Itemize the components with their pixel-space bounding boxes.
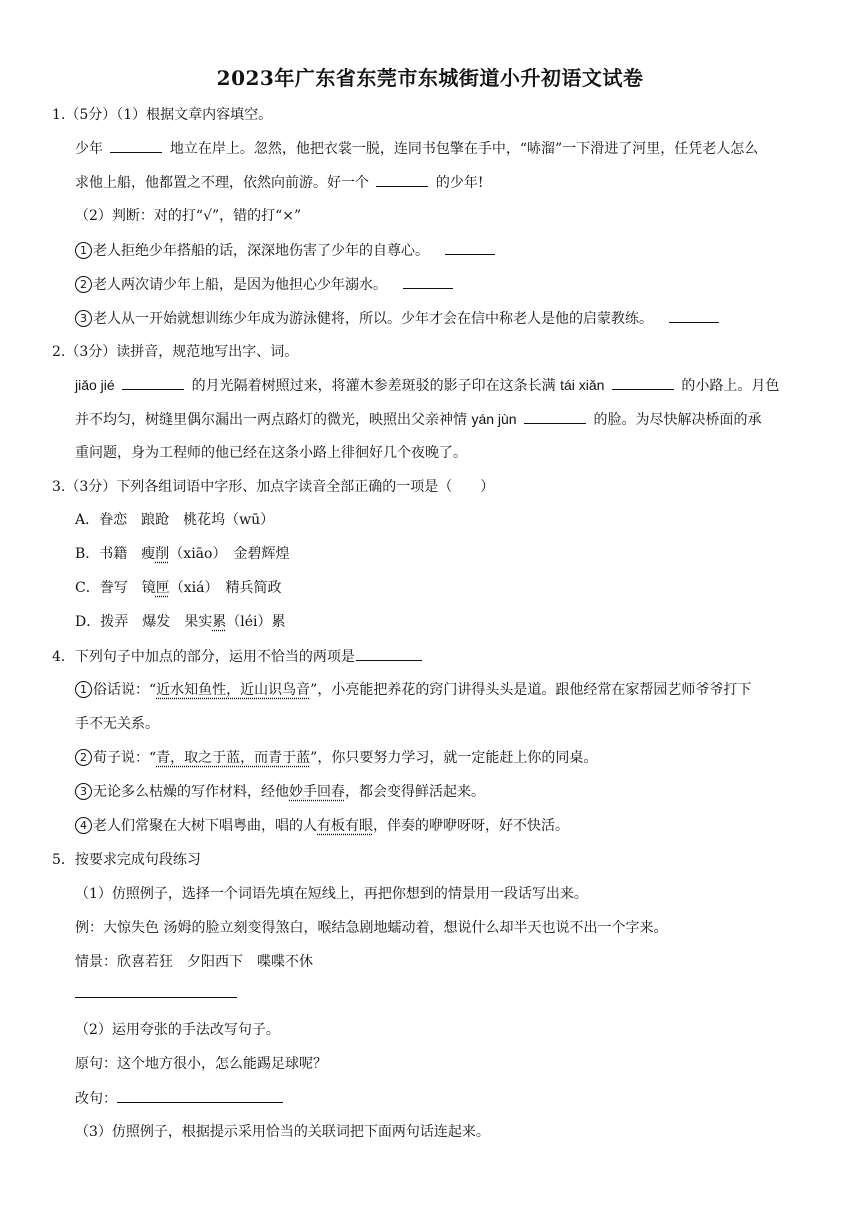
pinyin: yán jùn xyxy=(471,411,517,427)
q1-text: 求他上船，他都置之不理，依然向前游。好一个 xyxy=(75,175,369,191)
sentence-text: 老人们常聚在大树下唱粤曲，唱的人 xyxy=(93,818,317,834)
q1-judgement-3 xyxy=(75,308,722,329)
q1-heading: 1.（5分）（1）根据文章内容填空。 xyxy=(52,107,273,123)
option-text: D．拨弄 爆发 果实 xyxy=(75,614,213,630)
answer-blank[interactable] xyxy=(117,1088,283,1103)
q5-heading: 5．按要求完成句段练习 xyxy=(52,852,201,868)
answer-blank[interactable] xyxy=(403,274,453,289)
circled-number: 2 xyxy=(75,276,92,293)
dotted-char: 削 xyxy=(155,546,170,562)
sentence-text: ”，你只要努力学习，就一定能赶上你的同桌。 xyxy=(310,750,598,766)
q4-sentence-1 xyxy=(75,680,751,700)
q2-text: 的小路上。月色 xyxy=(681,378,780,394)
q4-sentence-2 xyxy=(75,748,597,768)
dotted-phrase: 有板有眼 xyxy=(317,818,373,834)
circled-number: 3 xyxy=(75,783,92,800)
q3-option-a[interactable]: A．眷恋 踉跄 桃花坞（wū） xyxy=(75,512,275,528)
answer-blank[interactable] xyxy=(669,308,719,323)
dotted-phrase: 近水知鱼性，近山识鸟音 xyxy=(156,682,311,698)
q4-sentence-3 xyxy=(75,782,485,802)
pinyin: tái xiǎn xyxy=(560,377,605,393)
sentence-text: ，伴奏的咿咿呀呀，好不快活。 xyxy=(373,818,569,834)
option-text: C．誊写 镜 xyxy=(75,580,156,596)
judgement-text: 老人拒绝少年搭船的话，深深地伤害了少年的自尊心。 xyxy=(93,243,429,259)
q1-sub2-heading: （2）判断：对的打“√”，错的打“×” xyxy=(75,208,302,224)
q2-heading: 2.（3分）读拼音，规范地写出字、词。 xyxy=(52,344,299,360)
q4-sentence-1-cont: 手不无关系。 xyxy=(75,716,159,732)
answer-blank[interactable] xyxy=(356,646,422,661)
q1-judgement-2 xyxy=(75,274,456,295)
page-title: 2023年广东省东莞市东城街道小升初语文试卷 xyxy=(216,66,644,90)
q3-heading: 3.（3分）下列各组词语中字形、加点字读音全部正确的一项是（ ） xyxy=(52,479,495,495)
q2-passage-line1 xyxy=(75,375,779,396)
answer-blank[interactable] xyxy=(110,138,162,153)
q4-heading xyxy=(52,646,425,667)
q2-text: 并不均匀，树缝里偶尔漏出一两点路灯的微光，映照出父亲神情 xyxy=(75,412,467,428)
q5-revised-sentence xyxy=(75,1088,286,1109)
answer-blank[interactable] xyxy=(376,172,428,187)
q1-text: 地立在岸上。忽然，他把衣裳一脱，连同书包擎在手中，“哧溜”一下滑进了河里，任凭老人怎么 xyxy=(169,141,759,157)
dotted-char: 匣 xyxy=(155,580,170,596)
circled-number: 1 xyxy=(75,681,92,698)
q5-sub3-heading: （3）仿照例子，根据提示采用恰当的关联词把下面两句话连起来。 xyxy=(75,1124,490,1140)
answer-blank[interactable] xyxy=(612,375,674,390)
sentence-text: 无论多么枯燥的写作材料，经他 xyxy=(93,784,289,800)
sentence-text: ，都会变得鲜活起来。 xyxy=(345,784,485,800)
q1-judgement-1 xyxy=(75,240,498,261)
q5-sub1-heading: （1）仿照例子，选择一个词语先填在短线上，再把你想到的情景用一段话写出来。 xyxy=(75,886,588,902)
circled-number: 3 xyxy=(75,310,92,327)
revised-label: 改句： xyxy=(75,1091,117,1107)
option-text: B．书籍 瘦 xyxy=(75,546,156,562)
q1-text: 的少年! xyxy=(435,175,484,191)
judgement-text: 老人两次请少年上船，是因为他担心少年溺水。 xyxy=(93,277,387,293)
q2-passage-line2 xyxy=(75,409,762,430)
answer-line[interactable] xyxy=(75,997,237,998)
q5-sub2-heading: （2）运用夸张的手法改写句子。 xyxy=(75,1022,280,1038)
sentence-text: ”，小亮能把养花的窍门讲得头头是道。跟他经常在家帮园艺师爷爷打下 xyxy=(310,682,752,698)
option-text: （xiāo） 金碧辉煌 xyxy=(169,546,290,562)
dotted-phrase: 青，取之于蓝，而青于蓝 xyxy=(156,750,311,766)
q1-passage-line2 xyxy=(75,172,484,193)
q2-passage-line3: 重问题，身为工程师的他已经在这条小路上徘徊好几个夜晚了。 xyxy=(75,445,467,461)
option-text: （léi）累 xyxy=(226,614,286,630)
circled-number: 2 xyxy=(75,749,92,766)
q3-option-b[interactable] xyxy=(75,544,289,564)
answer-blank[interactable] xyxy=(445,240,495,255)
q5-scene-options: 情景：欣喜若狂 夕阳西下 喋喋不休 xyxy=(75,954,313,970)
judgement-text: 老人从一开始就想训练少年成为游泳健将，所以。少年才会在信中称老人是他的启蒙教练。 xyxy=(93,311,653,327)
answer-blank[interactable] xyxy=(524,409,586,424)
dotted-phrase: 妙手回春 xyxy=(289,784,345,800)
dotted-char: 累 xyxy=(212,614,227,630)
q5-original-sentence: 原句：这个地方很小，怎么能踢足球呢？ xyxy=(75,1056,327,1072)
q3-option-d[interactable] xyxy=(75,612,285,632)
q4-heading-text: 4．下列句子中加点的部分，运用不恰当的两项是 xyxy=(52,649,355,665)
q3-option-c[interactable] xyxy=(75,578,281,598)
q4-sentence-4 xyxy=(75,816,569,836)
q5-example: 例：大惊失色 汤姆的脸立刻变得煞白，喉结急剧地蠕动着，想说什么却半天也说不出一个字来。 xyxy=(75,920,668,936)
circled-number: 1 xyxy=(75,242,92,259)
answer-blank[interactable] xyxy=(122,375,184,390)
option-text: （xiá） 精兵简政 xyxy=(169,580,282,596)
q1-passage-line1 xyxy=(75,138,758,159)
sentence-text: 俗话说：“ xyxy=(93,682,157,698)
q2-text: 的月光隔着树照过来，将灌木参差斑驳的影子印在这条长满 xyxy=(191,378,556,394)
sentence-text: 荀子说：“ xyxy=(93,750,157,766)
pinyin: jiǎo jié xyxy=(75,377,115,393)
q2-text: 的脸。为尽快解决桥面的承 xyxy=(593,412,762,428)
circled-number: 4 xyxy=(75,817,92,834)
q1-text: 少年 xyxy=(75,141,103,157)
